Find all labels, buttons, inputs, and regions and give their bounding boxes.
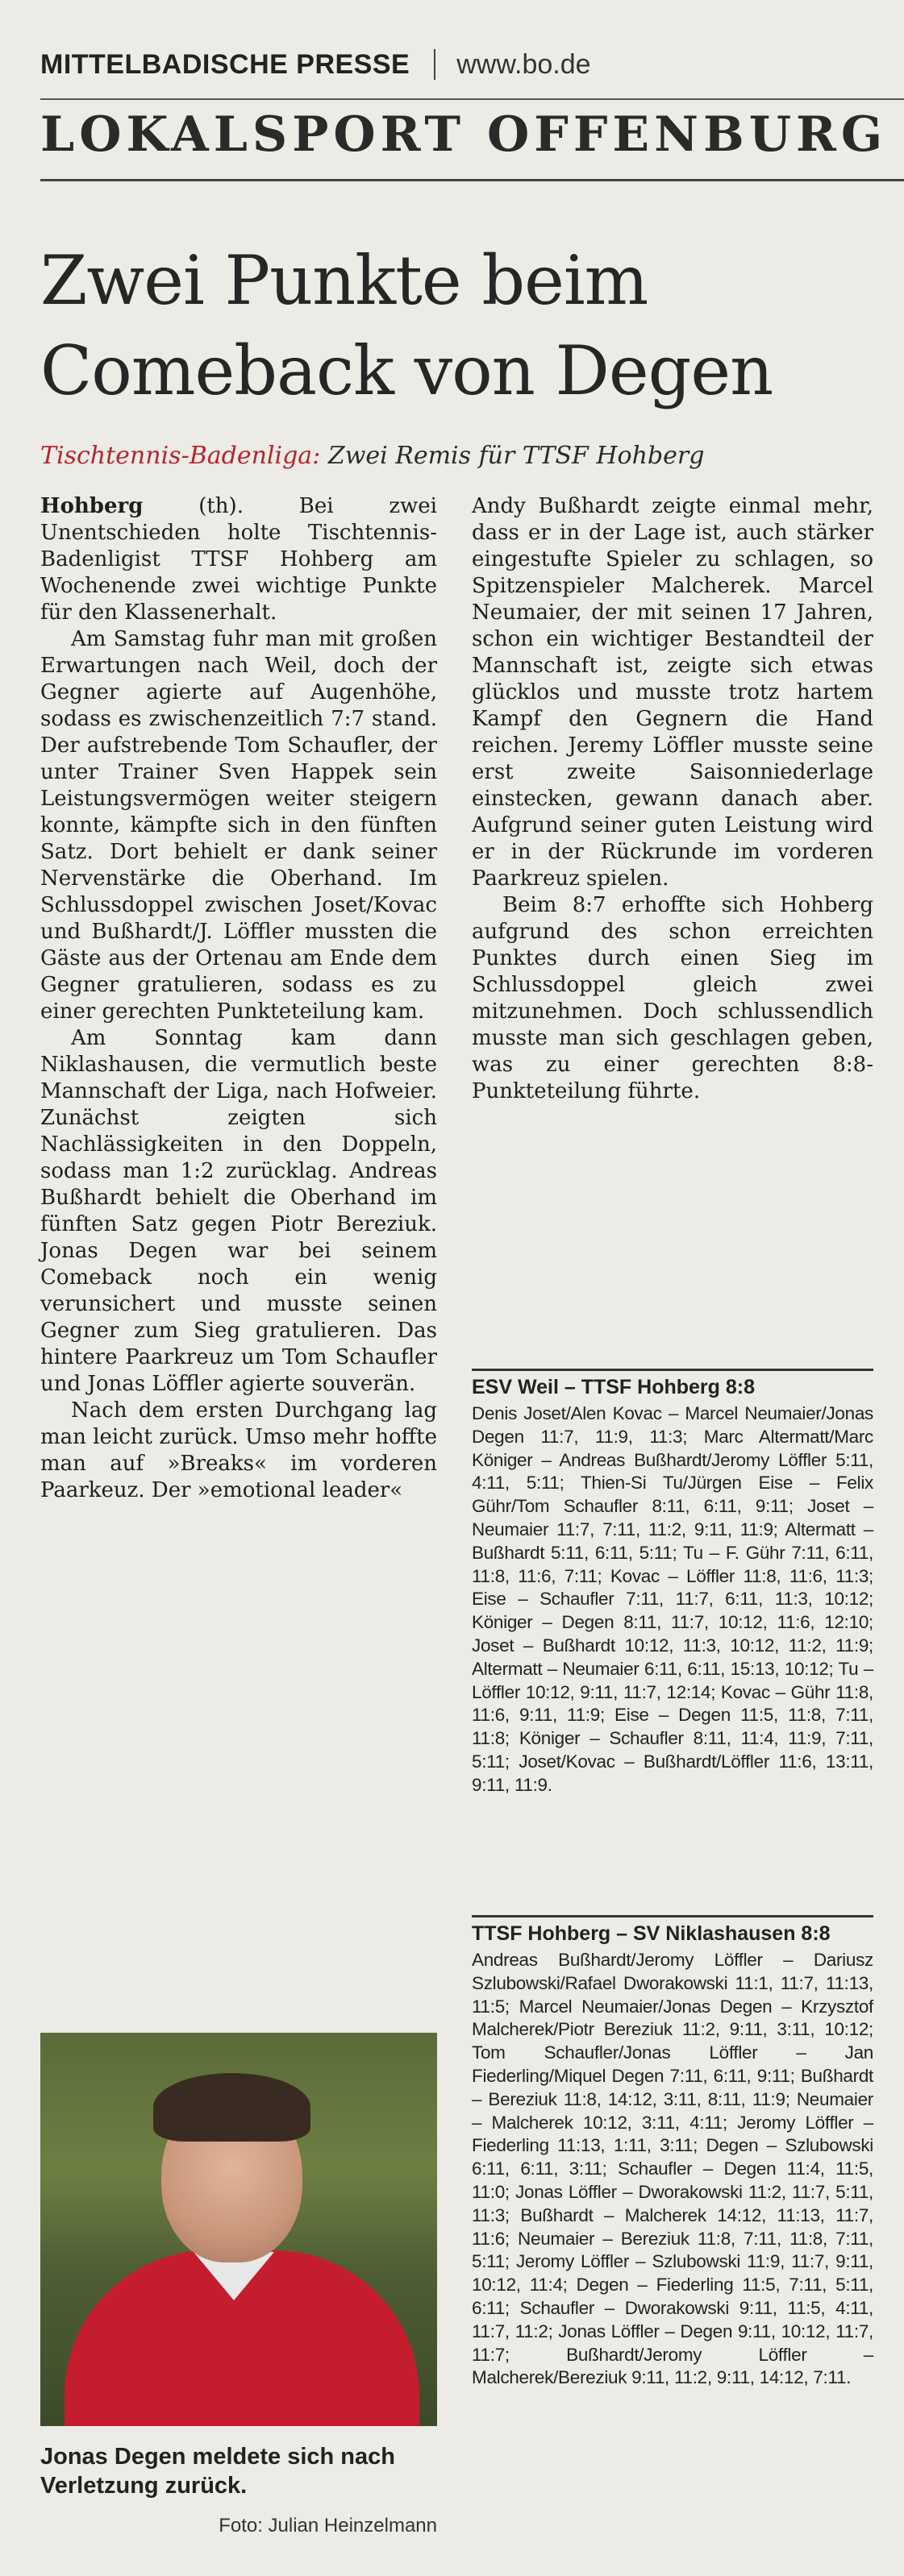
results-box-niklashausen xyxy=(472,1915,873,2390)
paragraph-2: Am Samstag fuhr man mit großen Erwartungen nach Weil, doch der Gegner agierte auf Augenhöhe, sodass es zwischenzeitlich 7:7 stand. Der aufstrebende Tom Schaufler, der unter Trainer Sven Happek sein Leistungsvermögen weiter steigern konnte, kämpfte sich in den fünften Satz. Dort behielt er dank seiner Nervenstärke die Oberhand. Im Schlussdoppel zwischen Joset/Kovac und Bußhardt/J. Löffler mussten die Gäste aus der Ortenau am Ende dem Gegner gratulieren, sodass es zu einer gerechten Punkteteilung kam. xyxy=(40,627,437,1024)
paragraph-1-text: (th). Bei zwei Unentschieden holte Tischtennis-Badenligist TTSF Hohberg am Wochenende zwei wichtige Punkte für den Klassenerhalt. xyxy=(40,494,437,625)
photo-caption: Jonas Degen meldete sich nach Verletzung zurück. xyxy=(40,2444,395,2499)
dateline: Hohberg xyxy=(40,494,144,518)
paragraph-1 xyxy=(40,493,437,626)
headline-line-2: Comeback von Degen xyxy=(40,331,773,410)
paragraph-3: Am Sonntag kam dann Niklashausen, die vermutlich beste Mannschaft der Liga, nach Hofweier. Zunächst zeigten sich Nachlässigkeiten in den Doppeln, sodass man 1:2 zurücklag. Andreas Bußhardt behielt die Oberhand im fünften Satz gegen Piotr Bereziuk. Jonas Degen war bei seinem Comeback noch ein wenig verunsichert und musste seinen Gegner zum Sieg gratulieren. Das hintere Paarkreuz um Tom Schaufler und Jonas Löffler agierte souverän. xyxy=(40,1026,437,1396)
article-subhead xyxy=(40,442,895,470)
headline-line-1: Zwei Punkte beim xyxy=(40,241,648,320)
subhead-text: Zwei Remis für TTSF Hohberg xyxy=(320,442,705,470)
subhead-category: Tischtennis-Badenliga: xyxy=(40,442,321,470)
masthead xyxy=(40,42,895,87)
results-title: TTSF Hohberg – SV Niklashausen 8:8 xyxy=(472,1922,831,1945)
player-photo xyxy=(40,2033,437,2426)
article-column-left xyxy=(40,493,437,1504)
section-rule-top xyxy=(40,98,904,100)
results-text: Denis Joset/Alen Kovac – Marcel Neumaier/Jonas Degen 11:7, 11:9, 11:3; Marc Altermatt/Marc Königer – Andreas Bußhardt/Jeromy Löffler 5:11, 4:11, 5:11; Thien-Si Tu/Jürgen Eise – Felix Gühr/Tom Schaufler 8:11, 6:11, 9:11; Joset – Neumaier 11:7, 7:11, 11:2, 9:11, 11:9; Altermatt – Bußhardt 5:11, 6:11, 5:11; Tu – F. Gühr 7:11, 6:11, 11:8, 11:6, 7:11; Kovac – Löffler 11:8, 11:6, 11:3; Eise – Schaufler 7:11, 11:7, 6:11, 11:3, 10:12; Königer – Degen 8:11, 11:7, 10:12, 11:6, 12:10; Joset – Bußhardt 10:12, 11:3, 10:12, 11:2, 11:9; Altermatt – Neumaier 6:11, 6:11, 15:13, 10:12; Tu – Löffler 10:12, 9:11, 11:7, 12:14; Kovac – Gühr 11:8, 11:6, 9:11, 11:9; Eise – Degen 11:5, 11:8, 7:11, 11:8; Königer – Schaufler 8:11, 11:4, 11:9, 7:11, 5:11; Joset/Kovac – Bußhardt/Löffler 11:6, 13:11, 9:11, 11:9. xyxy=(472,1403,873,1795)
section-title: LOKALSPORT OFFENBURG xyxy=(40,106,888,163)
publication-name: MITTELBADISCHE PRESSE xyxy=(40,48,410,80)
results-rule xyxy=(472,1369,873,1371)
photo-credit: Foto: Julian Heinzelmann xyxy=(219,2515,437,2537)
article-column-right xyxy=(472,493,873,1105)
results-text: Andreas Bußhardt/Jeromy Löffler – Dariusz Szlubowski/Rafael Dworakowski 11:1, 11:7, 11:13, 11:5; Marcel Neumaier/Jonas Degen – Krzysztof Malcherek/Piotr Bereziuk 11:2, 9:11, 3:11, 10:12; Tom Schaufler/Jonas Löffler – Jan Fiederling/Miquel Degen 7:11, 6:11, 9:11; Bußhardt – Bereziuk 11:8, 14:12, 3:11, 8:11, 11:9; Neumaier – Malcherek 10:12, 3:11, 4:11; Jeromy Löffler – Fiederling 11:13, 1:11, 3:11; Degen – Szlubowski 6:11, 6:11, 3:11; Schaufler – Degen 11:4, 11:5, 11:0; Jonas Löffler – Dworakowski 11:2, 11:7, 5:11, 11:3; Bußhardt – Malcherek 14:12, 11:13, 11:7, 11:6; Neumaier – Bereziuk 11:8, 7:11, 11:8, 7:11, 5:11; Jeromy Löffler – Szlubowski 11:9, 11:7, 9:11, 10:12, 11:4; Degen – Fiederling 11:5, 7:11, 5:11, 6:11; Schaufler – Dworakowski 9:11, 11:5, 4:11, 11:7, 11:2; Jonas Löffler – Degen 9:11, 10:12, 11:7, 11:7; Bußhardt/Jeromy Löffler – Malcherek/Bereziuk 9:11, 11:2, 9:11, 14:12, 7:11. xyxy=(472,1950,873,2388)
results-rule xyxy=(472,1915,873,1917)
website: www.bo.de xyxy=(456,48,591,80)
results-title: ESV Weil – TTSF Hohberg 8:8 xyxy=(472,1376,755,1398)
article-headline xyxy=(40,235,895,416)
results-box-weil xyxy=(472,1369,873,1797)
paragraph-5: Andy Bußhardt zeigte einmal mehr, dass er in der Lage ist, auch stärker eingestufte Spieler zu schlagen, so Spitzenspieler Malcherek. Marcel Neumaier, der mit seinen 17 Jahren, schon ein wichtiger Bestandteil der Mannschaft ist, zeigte sich etwas glücklos und musste trotz hartem Kampf den Gegnern die Hand reichen. Jeremy Löffler musste seine erst zweite Saisonniederlage einstecken, gewann danach aber. Aufgrund seiner guten Leistung wird er in der Rückrunde im vorderen Paarkreuz spielen. xyxy=(472,494,873,891)
masthead-divider xyxy=(434,49,435,80)
paragraph-4: Nach dem ersten Durchgang lag man leicht zurück. Umso mehr hoffte man auf »Breaks« im vorderen Paarkeuz. Der »emotional leader« xyxy=(40,1398,437,1502)
section-rule-bottom xyxy=(40,179,904,181)
paragraph-6: Beim 8:7 erhoffte sich Hohberg aufgrund des schon erreichten Punktes durch einen Sieg im Schlussdoppel gleich zwei mitzunehmen. Doch schlussendlich musste man sich geschlagen geben, was zu einer gerechten 8:8-Punkteteilung führte. xyxy=(472,893,873,1103)
photo-hair xyxy=(153,2073,310,2142)
